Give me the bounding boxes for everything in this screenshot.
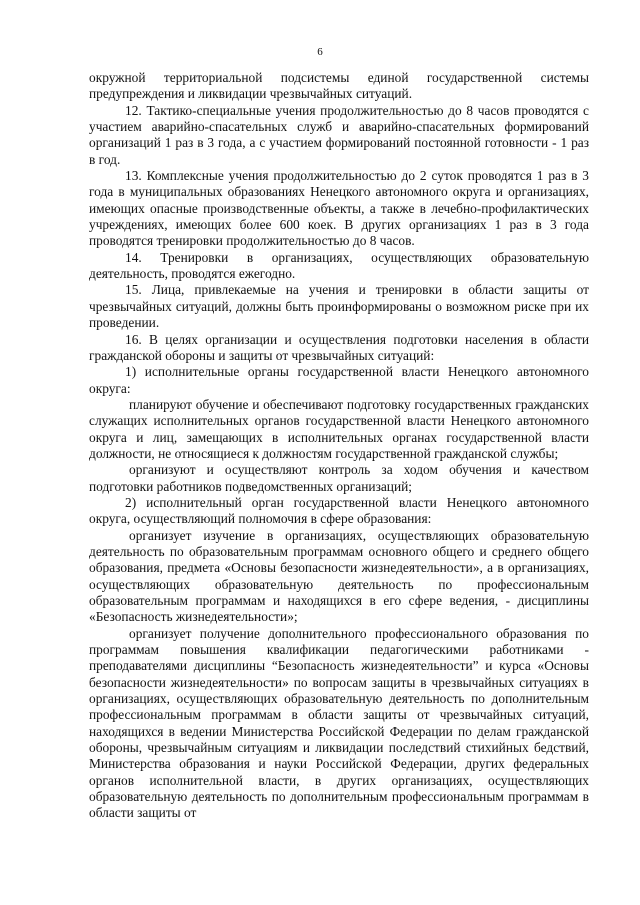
paragraph-item-16: 16. В целях организации и осуществления подготовки населения в области гражданской обороны и защиты от чрезвычайных ситуаций: (89, 331, 589, 363)
document-body (89, 70, 589, 822)
paragraph-item-16-1-planning: планируют обучение и обеспечивают подготовку государственных гражданских служащих исполнительных органов государственной власти Ненецкого автономного округа и лиц, замещающих в исполнительных органах государственной власти должности, не относящиеся к должностям государственной гражданской службы; (89, 396, 589, 461)
paragraph-item-12: 12. Тактико-специальные учения продолжительностью до 8 часов проводятся с участием аварийно-спасательных служб и аварийно-спасательных формирований организаций 1 раз в 3 года, а с участием формирований постоянной готовности - 1 раз в год. (89, 102, 589, 167)
paragraph-item-15: 15. Лица, привлекаемые на учения и тренировки в области защиты от чрезвычайных ситуаций, должны быть проинформированы о возможном риске при их проведении. (89, 282, 589, 331)
paragraph-item-13: 13. Комплексные учения продолжительностью до 2 суток проводятся 1 раз в 3 года в муниципальных образованиях Ненецкого автономного округа и организациях, имеющих опасные производственные объекты, а также в лечебно-профилактических учреждениях, имеющих более 600 коек. В других организациях 1 раз в 3 года проводятся тренировки продолжительностью до 8 часов. (89, 168, 589, 249)
paragraph-item-16-2-study: организует изучение в организациях, осуществляющих образовательную деятельность по образовательным программам основного общего и среднего общего образования, предмета «Основы безопасности жизнедеятельности», а в организациях, осуществляющих образовательную деятельность по профессиональным образовательным программам и находящихся в его сфере ведения, - дисциплины «Безопасность жизнедеятельности»; (89, 527, 589, 625)
paragraph-item-16-2: 2) исполнительный орган государственной власти Ненецкого автономного округа, осуществляющий полномочия в сфере образования: (89, 494, 589, 527)
paragraph-item-16-2-training: организует получение дополнительного профессионального образования по программам повышения квалификации педагогическими работниками - преподавателями дисциплины “Безопасность жизнедеятельности” и курса «Основы безопасности жизнедеятельности» по вопросам защиты в чрезвычайных ситуациях в организациях, осуществляющих образовательную деятельность по дополнительным профессиональным программам в области защиты от чрезвычайных ситуаций, находящихся в ведении Министерства Российской Федерации по делам гражданской обороны, чрезвычайным ситуациям и ликвидации последствий стихийных бедствий, Министерства образования и науки Российской Федерации, других федеральных органов исполнительной власти, в других организациях, осуществляющих образовательную деятельность по дополнительным профессиональным программам в области защиты от (89, 625, 589, 821)
paragraph-item-16-1-control: организуют и осуществляют контроль за ходом обучения и качеством подготовки работников подведомственных организаций; (89, 462, 589, 494)
paragraph-item-16-1: 1) исполнительные органы государственной власти Ненецкого автономного округа: (89, 364, 589, 396)
paragraph-continuation: окружной территориальной подсистемы единой государственной системы предупреждения и ликвидации чрезвычайных ситуаций. (89, 70, 589, 102)
paragraph-item-14: 14. Тренировки в организациях, осуществляющих образовательную деятельность, проводятся ежегодно. (89, 249, 589, 282)
page-number: 6 (317, 46, 323, 58)
